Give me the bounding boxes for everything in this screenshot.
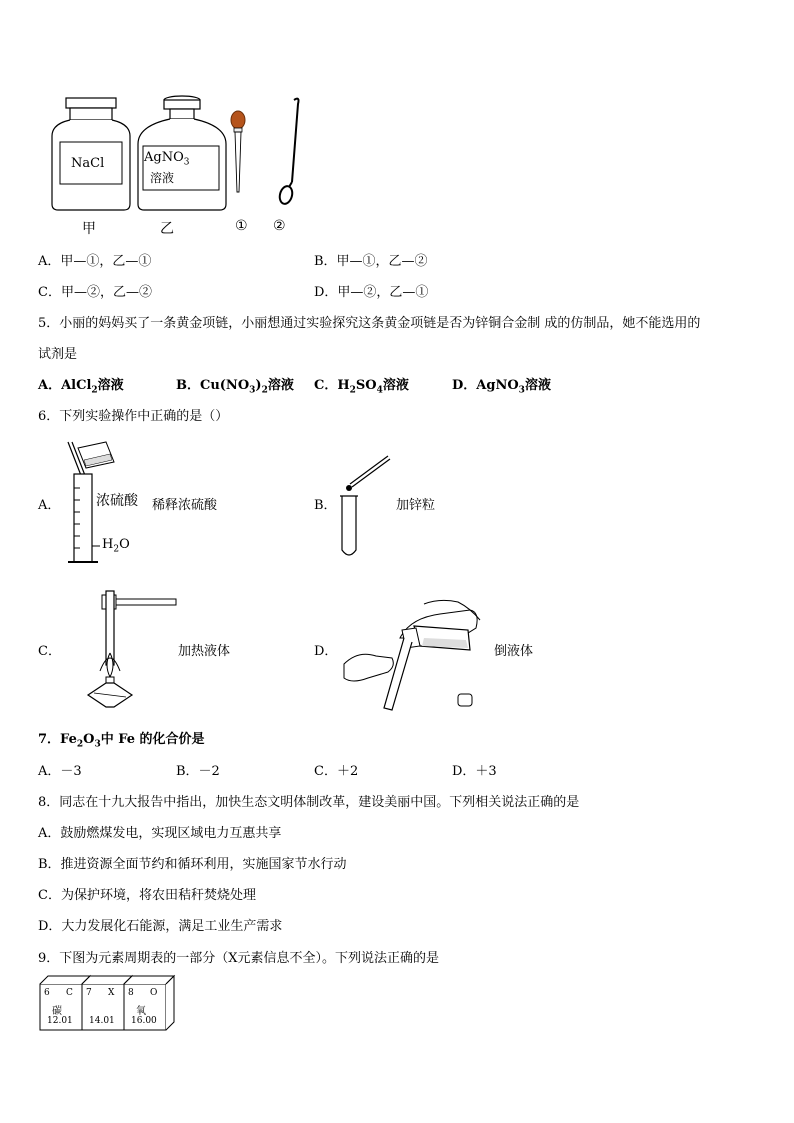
- q6-a-label-acid: 浓硫酸: [96, 493, 138, 509]
- q9-stem: 9．下图为元素周期表的一部分（X元素信息不全）。下列说法正确的是: [38, 951, 440, 966]
- bottle-yi-solution: 溶液: [150, 171, 175, 185]
- bottle-yi-formula: AgNO: [144, 150, 184, 165]
- q6-option-d-letter: D．: [314, 644, 338, 659]
- q6-a-water-h: H: [102, 537, 114, 552]
- q5-b-mid: ): [255, 378, 262, 393]
- q4-option-a: A．甲—①，乙—①: [38, 254, 152, 269]
- spoon-icon: [278, 99, 299, 206]
- bottle-jia-icon: [52, 98, 130, 210]
- caption-jia: 甲: [82, 221, 96, 237]
- caption-yi: 乙: [160, 221, 174, 237]
- q5-d-sub: 3: [518, 385, 525, 396]
- alcohol-lamp-heating-icon: [80, 585, 180, 710]
- q5-a-post: 溶液: [97, 378, 124, 393]
- q6-option-d-figure: [340, 598, 490, 714]
- q5-a-sub: 2: [91, 385, 98, 396]
- q5-option-c: [314, 374, 409, 396]
- cell3-name: 氧: [136, 1006, 146, 1017]
- q5-b-sub2: 2: [261, 385, 268, 396]
- q4-option-c: C．甲—②，乙—②: [38, 285, 152, 300]
- cell1-mass: 12.01: [47, 1016, 73, 1026]
- bottle-yi-label: [144, 150, 189, 168]
- q6-a-label-water: [102, 537, 130, 555]
- q7-option-d: D．＋3: [452, 764, 497, 779]
- cell2-number: 7: [86, 988, 92, 998]
- q7-stem-mid: O: [83, 732, 95, 747]
- q5-d-post: 溶液: [524, 378, 551, 393]
- cell3-symbol: O: [150, 988, 158, 998]
- pouring-liquid-hands-icon: [340, 598, 490, 714]
- cell3-number: 8: [128, 988, 134, 998]
- q7-stem: [38, 728, 205, 750]
- q9-periodic-table: [38, 974, 188, 1034]
- q6-option-c-letter: C．: [38, 644, 61, 659]
- dropper-icon: [231, 111, 245, 192]
- cell3-mass: 16.00: [131, 1016, 157, 1026]
- q6-option-a-letter: A．: [38, 498, 61, 513]
- q7-stem-pre: 7．Fe: [38, 732, 77, 747]
- q5-d-pre: D．AgNO: [452, 378, 519, 393]
- q6-option-b-letter: B．: [314, 498, 337, 513]
- q5-option-d: [452, 374, 551, 396]
- q4-figure: [40, 92, 320, 242]
- cell1-number: 6: [44, 988, 50, 998]
- q5-stem-line2: 试剂是: [38, 347, 78, 362]
- q5-c-sub2: 4: [376, 385, 383, 396]
- q8-option-c: C．为保护环境，将农田秸秆焚烧处理: [38, 888, 256, 903]
- q5-c-pre: C．H: [314, 378, 350, 393]
- cell2-symbol: X: [108, 988, 115, 998]
- cell1-name: 碳: [52, 1006, 62, 1017]
- q5-b-sub1: 3: [249, 385, 256, 396]
- bottle-jia-label: NaCl: [71, 156, 105, 171]
- q6-b-caption: 加锌粒: [396, 498, 436, 513]
- q6-a-caption: 稀释浓硫酸: [152, 498, 218, 513]
- caption-tool2: ②: [273, 218, 286, 234]
- bottle-yi-formula-sub: 3: [183, 157, 190, 168]
- q6-c-caption: 加热液体: [178, 644, 231, 659]
- q8-option-b: B．推进资源全面节约和循环利用，实施国家节水行动: [38, 857, 347, 872]
- q7-stem-post: 中 Fe 的化合价是: [100, 732, 205, 747]
- cell2-mass: 14.01: [89, 1016, 115, 1026]
- q5-c-post: 溶液: [382, 378, 409, 393]
- q5-option-a: [38, 374, 124, 396]
- q5-c-mid: SO: [355, 378, 377, 393]
- q7-option-a: A．－3: [38, 764, 82, 779]
- q7-option-b: B．－2: [176, 764, 220, 779]
- cell1-symbol: C: [66, 988, 73, 998]
- q6-a-water-sub: 2: [113, 544, 120, 555]
- q7-stem-sub1: 2: [76, 739, 84, 750]
- caption-tool1: ①: [235, 218, 248, 234]
- q8-option-a: A．鼓励燃煤发电，实现区域电力互惠共享: [38, 826, 282, 841]
- q4-option-d: D．甲—②，乙—①: [314, 285, 429, 300]
- q7-stem-sub2: 3: [94, 739, 101, 750]
- q7-option-c: C．＋2: [314, 764, 359, 779]
- q6-option-b-figure: [334, 450, 394, 560]
- q5-c-sub1: 2: [349, 385, 356, 396]
- q4-option-b: B．甲—①，乙—②: [314, 254, 428, 269]
- q5-b-pre: B．Cu(NO: [176, 378, 250, 393]
- q6-a-water-o: O: [119, 537, 130, 552]
- test-tube-tweezers-icon: [334, 450, 394, 560]
- q5-a-pre: A．AlCl: [38, 378, 92, 393]
- q6-stem: 6．下列实验操作中正确的是（）: [38, 409, 229, 424]
- q8-stem: 8．同志在十九大报告中指出，加快生态文明体制改革，建设美丽中国。下列相关说法正确的是: [38, 795, 580, 810]
- q5-b-post: 溶液: [267, 378, 294, 393]
- q5-option-b: [176, 374, 294, 396]
- q6-option-c-figure: [80, 585, 180, 710]
- q5-stem-line1: 5．小丽的妈妈买了一条黄金项链，小丽想通过实验探究这条黄金项链是否为锌铜合金制 成的仿制品，她不能选用的: [38, 316, 701, 331]
- q6-d-caption: 倒液体: [494, 644, 534, 659]
- q8-option-d: D．大力发展化石能源，满足工业生产需求: [38, 919, 283, 934]
